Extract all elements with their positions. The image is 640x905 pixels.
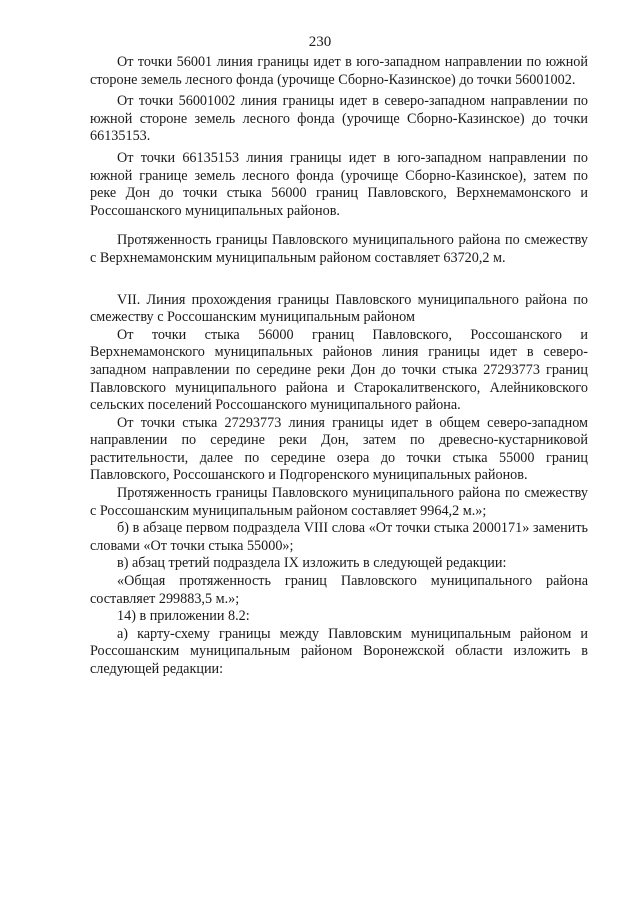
paragraph: в) абзац третий подраздела IX изложить в следующей редакции: [117,555,507,572]
paragraph: «Общая протяженность границ Павловского муниципального района составляет 299883,5 м.»; [90,573,588,607]
paragraph: От точки 56001 линия границы идет в юго-западном направлении по южной стороне земель лесного фонда (урочище Сборно-Казинское) до точки 56001002. [90,54,588,88]
paragraph: Протяженность границы Павловского муниципального района по смежеству с Россошанским муниципальным районом составляет 9964,2 м.»; [90,485,588,519]
paragraph: Протяженность границы Павловского муниципального района по смежеству с Верхнемамонским муниципальным районом составляет 63720,2 м. [90,232,588,266]
paragraph: От точки 66135153 линия границы идет в юго-западном направлении по южной границе земель лесного фонда (урочище Сборно-Казинское), затем по реке Дон до точки стыка 56000 границ Павловского, Верхнемамонского и Россошанского муниципальных районов. [90,149,588,219]
paragraph: а) карту-схему границы между Павловским муниципальным районом и Россошанским муниципальным районом Воронежской области изложить в следующей редакции: [90,625,588,677]
paragraph: От точки стыка 56000 границ Павловского, Россошанского и Верхнемамонского муниципальных районов линия границы идет в северо-западном направлении по середине реки Дон до точки стыка 27293773 границ Павловского муниципального района и Старокалитвенского, Алейниковского сельских поселений Россошанского муниципального района. [90,326,588,414]
paragraph: От точки 56001002 линия границы идет в северо-западном направлении по южной стороне земель лесного фонда (урочище Сборно-Казинское) до точки 66135153. [90,93,588,145]
paragraph: б) в абзаце первом подраздела VIII слова «От точки стыка 2000171» заменить словами «От точки стыка 55000»; [90,520,588,554]
document-body [90,54,588,679]
paragraph: От точки стыка 27293773 линия границы идет в общем северо-западном направлении по середине реки Дон, затем по древесно-кустарниковой растительности, далее по середине озера до точки стыка 55000 границ Павловского, Россошанского и Подгоренского муниципальных районов. [90,414,588,484]
section-heading: VII. Линия прохождения границы Павловского муниципального района по смежеству с Россошанским муниципальным районом [90,291,588,326]
page-number: 230 [308,34,332,50]
paragraph: 14) в приложении 8.2: [117,608,250,625]
